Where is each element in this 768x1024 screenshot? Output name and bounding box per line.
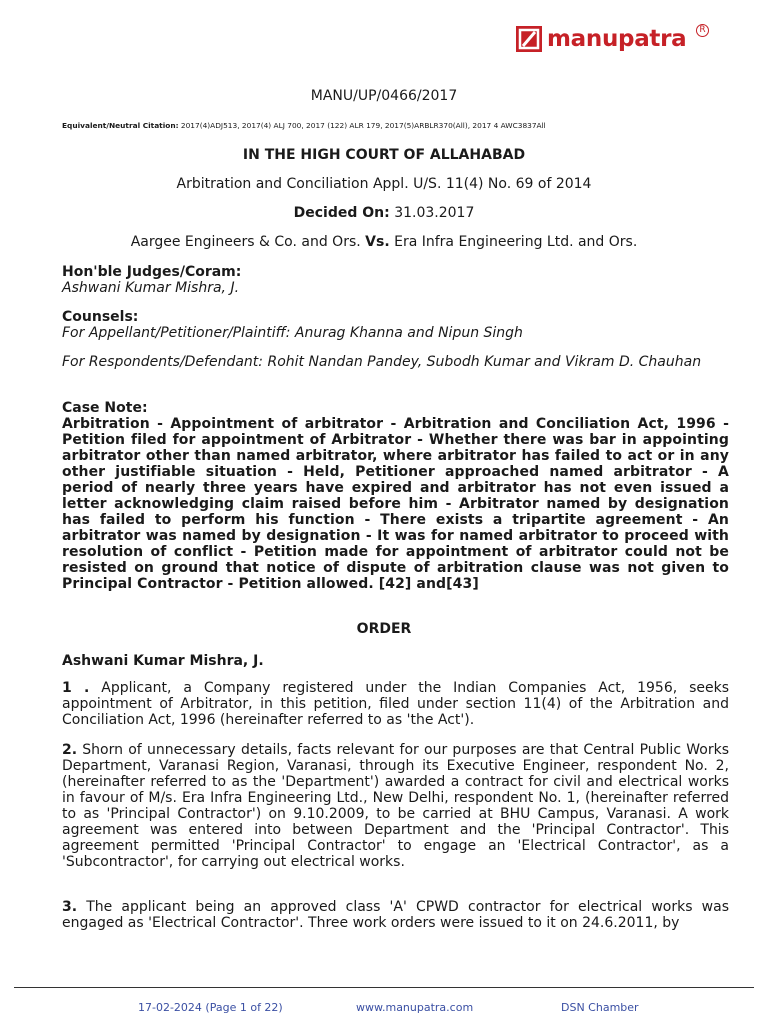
registered-mark: R [696,24,709,37]
party-a: Aargee Engineers & Co. and Ors. [130,234,361,250]
case-note-label: Case Note: [62,400,148,416]
paragraph-text: Shorn of unnecessary details, facts relevant for our purposes are that Central Public Works Department, Varanasi Region, Varanasi, through its Executive Engineer, respondent No. 2, (hereinafter referred to as the 'Department') awarded a contract for civil and electrical works in favour of M/s. Era Infra Engineering Ltd., New Delhi, respondent No. 1, (hereinafter referred to as 'Principal Contractor') on 9.10.2009, to be carried at BHU Campus, Varanasi. A work agreement was entered into between Department and the 'Principal Contractor'. This agreement permitted 'Principal Contractor' to engage an 'Electrical Contractor', as a 'Subcontractor', for carrying out electrical works. [62,742,729,870]
paragraph-text: Applicant, a Company registered under the Indian Companies Act, 1956, seeks appointment of Arbitrator, in this petition, filed under section 11(4) of the Arbitration and Conciliation Act, 1996 (hereinafter referred to as 'the Act'). [62,680,729,728]
counsels-section [62,309,729,341]
counsel-appellant: For Appellant/Petitioner/Plaintiff: Anurag Khanna and Nipun Singh [62,325,523,341]
case-note-body: Arbitration - Appointment of arbitrator - Arbitration and Conciliation Act, 1996 - Petition filed for appointment of Arbitrator - Whether there was bar in appointing arbitrator other than named arbitrator, where arbitrator has failed to act or in any other justifiable situation - Held, Petitioner approached named arbitrator - A period of nearly three years have expired and arbitrator has not even issued a letter acknowledging claim raised before him - Arbitrator named by designation has failed to perform his function - There exists a tripartite agreement - An arbitrator was named by designation - It was for named arbitrator to proceed with resolution of conflict - Petition made for appointment of arbitrator could not be resisted on ground that notice of dispute of arbitration clause was not given to Principal Contractor - Petition allowed. [42] and[43] [62,416,729,592]
footer-date-page: 17-02-2024 (Page 1 of 22) [138,1001,283,1014]
party-b: Era Infra Engineering Ltd. and Ors. [394,234,638,250]
case-number: Arbitration and Conciliation Appl. U/S. 11(4) No. 69 of 2014 [176,176,592,192]
paragraph-number: 3. [62,899,78,915]
equivalent-citation-label: Equivalent/Neutral Citation: [62,121,179,130]
judges-section [62,264,729,296]
equivalent-citation-value: 2017(4)ADJ513, 2017(4) ALJ 700, 2017 (122) ALR 179, 2017(5)ARBLR370(All), 2017 4 AWC3837All [180,121,546,130]
judges-value: Ashwani Kumar Mishra, J. [62,280,240,296]
footer-website-link[interactable]: www.manupatra.com [356,1001,474,1014]
judgment-author: Ashwani Kumar Mishra, J. [62,653,264,669]
footer-chamber: DSN Chamber [561,1001,639,1014]
decided-label: Decided On: [293,205,390,221]
parties [0,234,768,250]
paragraph-text: The applicant being an approved class 'A' CPWD contractor for electrical works was engaged as 'Electrical Contractor'. Three work orders were issued to it on 24.6.2011, by [62,899,729,931]
paragraph-1 [62,680,729,728]
manupatra-mark-icon [516,26,542,52]
decided-on [0,205,768,221]
paragraph-2 [62,742,729,870]
counsels-label: Counsels: [62,309,139,325]
logo-wordmark: manupatra [547,26,687,52]
paragraph-number: 2. [62,742,78,758]
versus: Vs. [365,234,390,250]
equivalent-citation [62,121,546,130]
order-heading: ORDER [356,621,412,637]
manupatra-logo [516,22,716,56]
counsel-respondent: For Respondents/Defendant: Rohit Nandan Pandey, Subodh Kumar and Vikram D. Chauhan [62,354,702,370]
manu-citation: MANU/UP/0466/2017 [310,88,458,104]
case-note-section [62,400,729,592]
paragraph-number: 1 . [62,680,90,696]
decided-date: 31.03.2017 [394,205,475,221]
judges-label: Hon'ble Judges/Coram: [62,264,242,280]
footer-divider [14,987,754,988]
court-name: IN THE HIGH COURT OF ALLAHABAD [242,147,526,163]
paragraph-3 [62,899,729,931]
